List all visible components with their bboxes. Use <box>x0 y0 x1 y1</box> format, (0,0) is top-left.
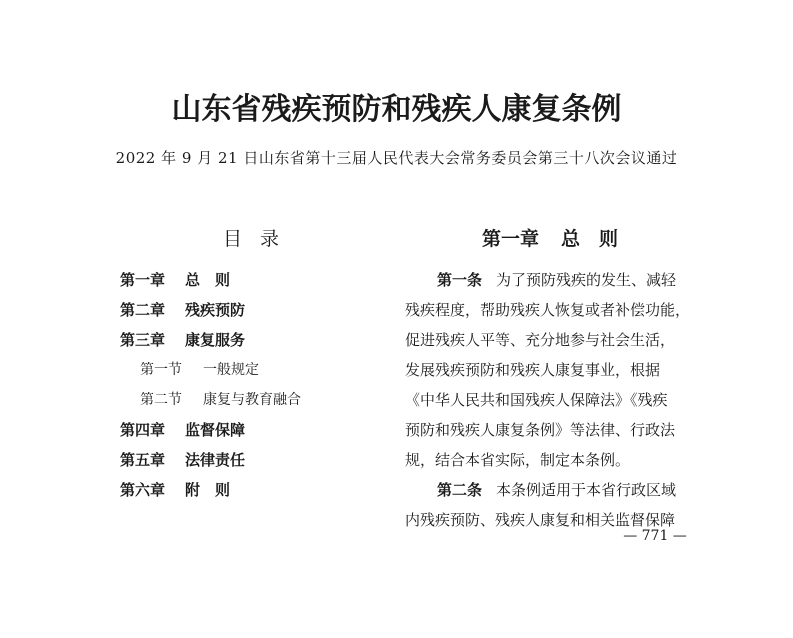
toc-item-number: 第二章 <box>120 301 166 319</box>
article-2-line: 内残疾预防、残疾人康复和相关监督保障 <box>405 511 676 529</box>
toc-item-label: 总 则 <box>185 271 231 289</box>
table-of-contents <box>120 265 410 505</box>
toc-item-section-1 <box>120 355 410 385</box>
toc-item-chapter-1 <box>120 265 410 295</box>
article-1-line: 发展残疾预防和残疾人康复事业，根据 <box>405 361 661 379</box>
chapter-heading <box>410 224 690 251</box>
toc-item-number: 第三章 <box>120 331 166 349</box>
document-subtitle: 2022 年 9 月 21 日山东省第十三届人民代表大会常务委员会第三十八次会议通过 <box>115 149 678 167</box>
toc-item-chapter-3 <box>120 325 410 355</box>
toc-item-label: 残疾预防 <box>185 301 246 319</box>
toc-item-label: 法律责任 <box>185 451 246 469</box>
document-title: 山东省残疾预防和残疾人康复条例 <box>171 92 622 127</box>
toc-item-label: 监督保障 <box>185 421 246 439</box>
toc-item-chapter-5 <box>120 445 410 475</box>
article-2-text: 本条例适用于本省行政区域 <box>496 481 677 499</box>
toc-item-number: 第一节 <box>140 362 182 378</box>
toc-item-number: 第四章 <box>120 421 166 439</box>
toc-item-chapter-2 <box>120 295 410 325</box>
chapter-number: 第一章 <box>481 228 539 250</box>
chapter-title: 总 则 <box>561 228 619 250</box>
toc-item-label: 康复与教育融合 <box>203 392 301 408</box>
article-2-line <box>405 475 695 505</box>
chapter-body <box>405 265 695 535</box>
article-1-text: 为了预防残疾的发生、减轻 <box>496 271 677 289</box>
toc-item-label: 附 则 <box>185 481 231 499</box>
article-1-line: 规，结合本省实际，制定本条例。 <box>405 451 631 469</box>
toc-item-number: 第五章 <box>120 451 166 469</box>
article-2-label: 第二条 <box>437 481 483 499</box>
toc-item-number: 第一章 <box>120 271 166 289</box>
toc-heading: 目录 <box>222 228 297 250</box>
article-1-line: 残疾程度，帮助残疾人恢复或者补偿功能， <box>405 301 691 319</box>
toc-item-section-2 <box>120 385 410 415</box>
page-number: — 771 — <box>623 528 687 544</box>
toc-item-chapter-6 <box>120 475 410 505</box>
article-1-line: 预防和残疾人康复条例》等法律、行政法 <box>405 421 676 439</box>
toc-item-chapter-4 <box>120 415 410 445</box>
toc-item-number: 第二节 <box>140 392 182 408</box>
article-1-label: 第一条 <box>437 271 483 289</box>
toc-item-label: 一般规定 <box>203 362 259 378</box>
toc-item-number: 第六章 <box>120 481 166 499</box>
toc-item-label: 康复服务 <box>185 331 246 349</box>
article-1-line: 促进残疾人平等、充分地参与社会生活， <box>405 331 676 349</box>
article-1-line <box>405 265 695 295</box>
article-1-line: 《中华人民共和国残疾人保障法》《残疾 <box>405 391 668 409</box>
